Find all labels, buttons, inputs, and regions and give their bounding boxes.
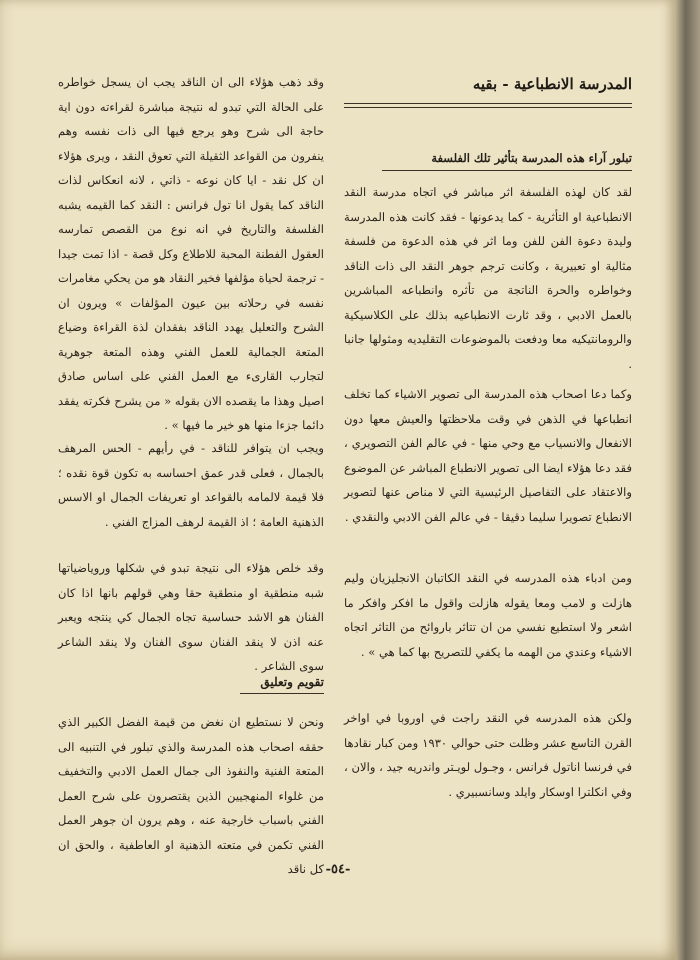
paragraph: ومن ادباء هذه المدرسه في النقد الكاتبان الانجليزيان وليم هازلت و لامب ومعا يقوله هازلت واقول ما افكر وافكر ما اشعر ولا استطيع نفسي من ان تتاثر باروائح من التاثر اتجاه الاشياء وعندي من الهمه ما يكفي للتصريح بها كما هي » . [344, 571, 632, 659]
page-edge [676, 0, 700, 960]
paragraph: وقد ذهب هؤلاء الى ان الناقد يجب ان يسجل خواطره على الحالة التي تبدو له نتيجة مباشرة لقراءته دون اية حاجة الى شرح وهو يرجع فيها الى ذات نفسه وهم ينفرون من القواعد الثقيلة التي تعوق النقد ، ويرى هؤلاء ان كل نقد - ايا كان نوعه - ذاتي ، لانه انعكاس لذات الناقد كما يقول انا تول فرانس : النقد كما القيمه يشبه الفلسفة والتاريخ في انه نوع من القصص تمارسه العقول الفطنة المحبة للاطلاع وكل قصة - اذا تمت جيدا - ترجمة لحياة مؤلفها فخير النقاد هو من يحكي مغامرات نفسه في رحلاته بين عيون المؤلفات » ويرون ان الشرح والتعليل يهدد الناقد بفقدان لذة القراءة وضياع المتعة الجمالية للعمل الفني وهذه المتعة جوهرية لتجارب القارىء مع العمل الفني على اساس صادق اصيل وهذا ما يقصده الان بقوله « من يشرح فكرته يفقد دائما جزءا منها هو خير ما فيها » . [58, 75, 324, 432]
evaluation-subheading: تقويم وتعليق [260, 675, 324, 689]
paragraph: ويجب ان يتوافر للناقد - في رأيهم - الحس المرهف بالجمال ، فعلى قدر عمق احساسه به تكون قوة نقده ؛ فلا قيمة لالمامه بالقواعد او تعريفات الجمال او الاسس الذهنية العامة ؛ اذ القيمة لرهف المزاج الفني . [58, 441, 324, 529]
paragraph: ونحن لا نستطيع ان نغض من قيمة الفضل الكبير الذي حققه اصحاب هذه المدرسة والذي تبلور في التنبيه الى المتعة الفنية والنفوذ الى جمال العمل الادبي والتخفيف من غلواء المنهجيين الذين يقتصرون على شرح العمل الفني باسباب خارجية عنه ، وهم يرون ان جوهر العمل الفني تكمن في متعته الذهنية او العاطفية ، والحق ان كل ناقد [58, 715, 324, 876]
page-number: -٥٤- [325, 862, 351, 877]
evaluation-underline [240, 693, 324, 694]
paragraph: وقد خلص هؤلاء الى نتيجة تبدو في شكلها وروياضياتها شبه منطقية او منطقية حقا وهي قولهم بانها اذا كان الفنان هو الاشد حساسية تجاه الجمال كي ينتجه ويعبر عنه اذن لا ينقد الفنان سوى الفنان ولا ينقد الشاعر سوى الشاعر . [58, 561, 324, 673]
paragraph: لقد كان لهذه الفلسفة اثر مباشر في اتجاه مدرسة النقد الانطباعية او التأثرية - كما يدعونها - فقد كانت هذه المدرسة وليدة دعوة الفن للفن وما اثر في هذه الدعوة من فلسفة مثالية او تعبيرية ، وكانت ترجم جوهر النقد الى ذات الناقد وخواطره والحرة الناتجة من تأثره وانطباعه المباشرين بالعمل الادبي ، وقد ثارت الانطباعيه بذلك على الكلاسيكية والرومانتيكيه معا ودفعت بالموضوعات التقليديه ومثولها جانبا . [344, 185, 632, 371]
title-rule-thick [344, 103, 632, 104]
title-rule-thin [344, 107, 632, 108]
subheading-underline [382, 170, 632, 171]
paragraph: وكما دعا اصحاب هذه المدرسة الى تصوير الاشياء كما تخلف انطباعها في الذهن في وقت ملاحظتها والعيش معها دون الانفعال والانسياب مع وحي منها - في عالم الفن التصويري ، فقد دعا هؤلاء ايضا الى تصوير الانطباع المباشر عن الموضوع والاعتقاد على التفاصيل الرئيسية التي لا مناص عنها لتصوير الانطباع تصويرا سليما دقيقا - في عالم الفن الادبي والنقدي . [344, 387, 632, 524]
section-subheading: تبلور آراء هذه المدرسة بتأثير تلك الفلسفة [431, 151, 632, 165]
section-title: المدرسة الانطباعية - بقيه [472, 75, 632, 93]
paragraph: ولكن هذه المدرسه في النقد راجت في اوروبا في اواخر القرن التاسع عشر وظلت حتى حوالي ١٩٣٠ ومن كبار نقادها في فرنسا اناتول فرانس ، وجـول لويـتر واندريه جيد ، والان ، وفي انكلترا اوسكار وايلد وسانسبيري . [344, 711, 632, 799]
